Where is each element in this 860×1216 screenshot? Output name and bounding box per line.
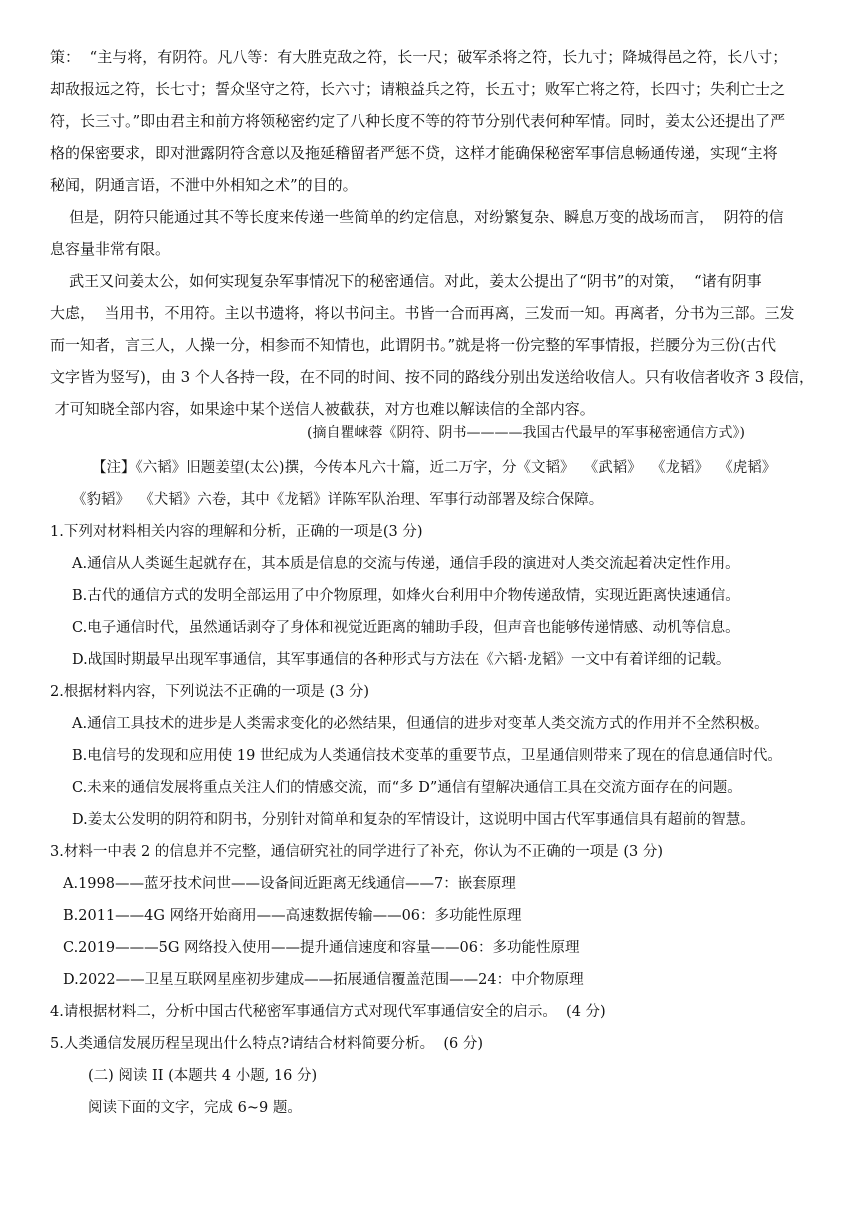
passage-line-5: 秘闻，阴通言语，不泄中外相知之术”的目的。 <box>50 176 358 194</box>
section-heading: (二) 阅读 II (本题共 4 小题, 16 分) <box>88 1068 318 1084</box>
passage-line-8: 武王又问姜太公，如何实现复杂军事情况下的秘密通信。对此，姜太公提出了“阴书”的对策， “诸有阴事 <box>50 272 762 290</box>
question-3-option-a: A.1998——蓝牙技术问世——设备间近距离无线通信——7：嵌套原理 <box>63 876 516 892</box>
passage-line-6: 但是，阴符只能通过其不等长度来传递一些简单的约定信息，对纷繁复杂、瞬息万变的战场而言， 阴符的信 <box>50 208 784 226</box>
question-4-stem: 4.请根据材料二，分析中国古代秘密军事通信方式对现代军事通信安全的启示。 (4 分) <box>50 1004 606 1020</box>
question-1-stem: 1.下列对材料相关内容的理解和分析，正确的一项是(3 分) <box>50 524 423 540</box>
question-1-option-d: D.战国时期最早出现军事通信，其军事通信的各种形式与方法在《六韬·龙韬》一文中有着详细的记载。 <box>72 652 731 668</box>
question-2-option-b: B.电信号的发现和应用使 19 世纪成为人类通信技术变革的重要节点，卫星通信则带来了现在的信息通信时代。 <box>72 748 782 764</box>
question-2-option-d: D.姜太公发明的阴符和阴书，分别针对简单和复杂的军情设计，这说明中国古代军事通信具有超前的智慧。 <box>72 812 755 828</box>
passage-line-4: 格的保密要求，即对泄露阴符含意以及拖延稽留者严惩不贷，这样才能确保秘密军事信息畅通传递，实现“主将 <box>50 144 778 162</box>
question-1-option-b: B.古代的通信方式的发明全部运用了中介物原理，如烽火台利用中介物传递敌情，实现近距离快速通信。 <box>72 588 740 604</box>
question-3-stem: 3.材料一中表 2 的信息并不完整，通信研究社的同学进行了补充，你认为不正确的一项是 (3 分) <box>50 844 664 860</box>
passage-line-10: 而一知者，言三人，人操一分，相参而不知情也，此谓阴书。”就是将一份完整的军事情报，拦腰分为三份(古代 <box>50 336 777 354</box>
passage-line-12: 才可知晓全部内容，如果途中某个送信人被截获，对方也难以解读信的全部内容。 <box>50 400 595 418</box>
question-2-stem: 2.根据材料内容，下列说法不正确的一项是 (3 分) <box>50 684 370 700</box>
question-3-option-c: C.2019———5G 网络投入使用——提升通信速度和容量——06：多功能性原理 <box>63 940 580 956</box>
note-line-2: 《豹韬》 《犬韬》六卷，其中《龙韬》详陈军队治理、军事行动部署及综合保障。 <box>72 492 604 508</box>
passage-line-2: 却敌报远之符，长七寸；誓众坚守之符，长六寸；请粮益兵之符，长五寸；败军亡将之符，长四寸；失利亡士之 <box>50 80 786 98</box>
passage-line-9: 大虑， 当用书，不用符。主以书遗将，将以书问主。书皆一合而再离，三发而一知。再离者，分书为三部。三发 <box>50 304 795 322</box>
passage-line-3: 符，长三寸。”即由君主和前方将领秘密约定了八种长度不等的符节分别代表何种军情。同时，姜太公还提出了严 <box>50 112 786 130</box>
passage-line-11: 文字皆为竖写)，由 3 个人各持一段，在不同的时间、按不同的路线分别出发送给收信人。只有收信者收齐 3 段信， <box>50 368 815 386</box>
passage-source: (摘自瞿崃蓉《阴符、阴书————我国古代最早的军事秘密通信方式》) <box>307 425 745 441</box>
question-2-option-a: A.通信工具技术的进步是人类需求变化的必然结果，但通信的进步对变革人类交流方式的作用并不全然积极。 <box>72 716 769 732</box>
question-3-option-b: B.2011——4G 网络开始商用——高速数据传输——06：多功能性原理 <box>63 908 522 924</box>
passage-line-1: 策： “主与将，有阴符。凡八等：有大胜克敌之符，长一尺；破军杀将之符，长九寸；降城得邑之符，长八寸； <box>50 48 788 66</box>
question-2-option-c: C.未来的通信发展将重点关注人们的情感交流，而“多 D”通信有望解决通信工具在交流方面存在的问题。 <box>72 780 742 796</box>
question-3-option-d: D.2022——卫星互联网星座初步建成——拓展通信覆盖范围——24：中介物原理 <box>63 972 584 988</box>
passage-line-7: 息容量非常有限。 <box>50 240 171 258</box>
question-5-stem: 5.人类通信发展历程呈现出什么特点?请结合材料简要分析。 (6 分) <box>50 1036 483 1052</box>
section-instruction: 阅读下面的文字，完成 6~9 题。 <box>88 1100 302 1116</box>
note-line-1: 【注】《六韬》旧题姜望(太公)撰，今传本凡六十篇，近二万字，分《文韬》 《武韬》 《龙韬》 《虎韬》 <box>92 460 777 476</box>
question-1-option-c: C.电子通信时代，虽然通话剥夺了身体和视觉近距离的辅助手段，但声音也能够传递情感、动机等信息。 <box>72 620 740 636</box>
question-1-option-a: A.通信从人类诞生起就存在，其本质是信息的交流与传递，通信手段的演进对人类交流起着决定性作用。 <box>72 556 740 572</box>
